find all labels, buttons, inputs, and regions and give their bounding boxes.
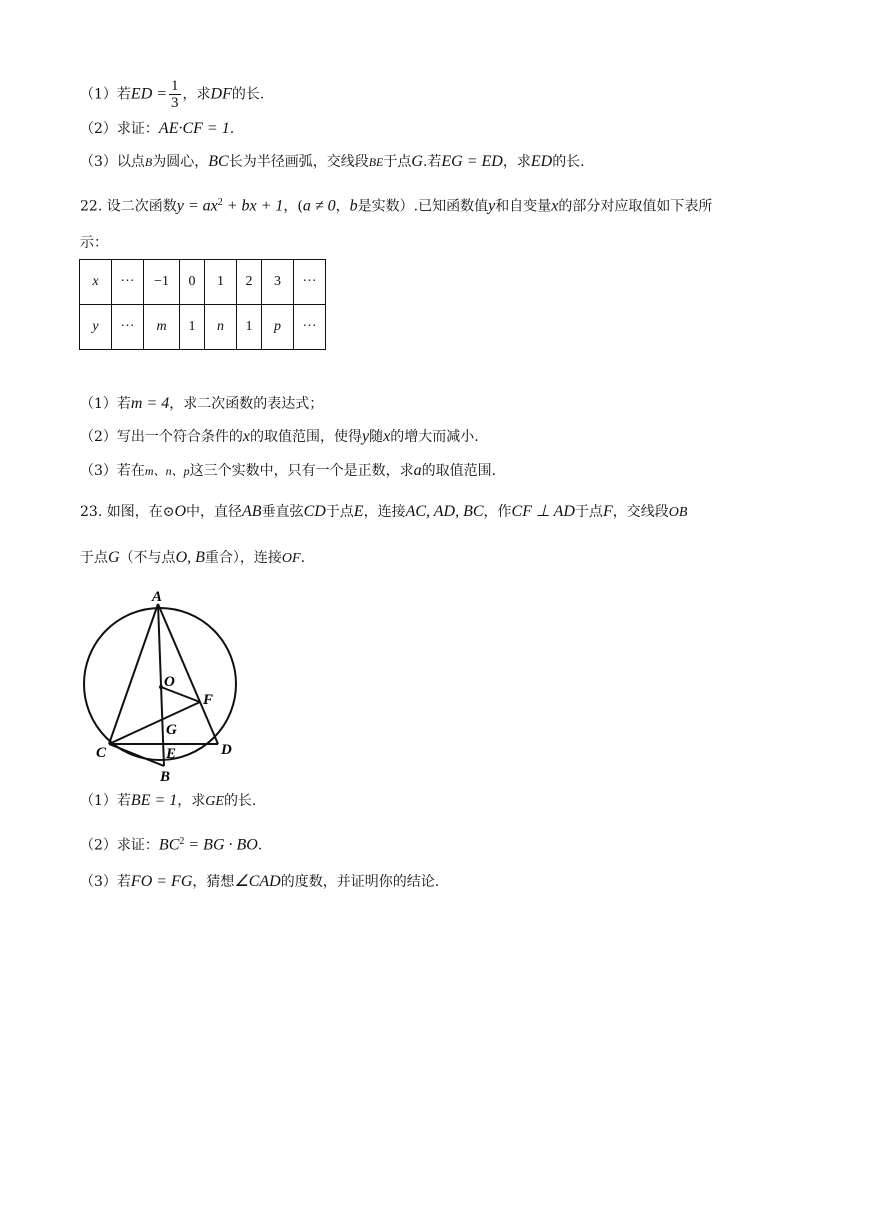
equation: AE·CF = 1 — [158, 120, 230, 137]
text: 于点 — [80, 550, 108, 566]
variable: OB — [668, 505, 688, 520]
equation: EG = ED — [441, 153, 503, 170]
variables: AC, AD, BC — [405, 503, 484, 520]
table-row-x — [80, 260, 326, 305]
text: ，求 — [502, 154, 531, 170]
table-cell: n — [205, 305, 237, 350]
variable: x — [383, 428, 391, 445]
variable: AB — [242, 503, 262, 520]
label-c: C — [96, 745, 107, 761]
variable: b — [349, 197, 358, 215]
equation: CF ⊥ AD — [511, 503, 575, 520]
text: ，作 — [483, 504, 512, 520]
text: 和自变量 — [495, 198, 552, 215]
segment-bc — [109, 744, 164, 766]
text: .若 — [422, 154, 442, 170]
table-row-y — [80, 305, 326, 350]
text: 的长. — [223, 793, 257, 809]
text: 22. 设二次函数 — [80, 198, 177, 215]
text: 的取值范围. — [421, 463, 497, 479]
text: 示： — [80, 235, 108, 251]
variables: m、n、p — [144, 464, 190, 478]
variable: G — [108, 549, 120, 566]
text: ，求 — [177, 793, 206, 809]
label-e: E — [166, 746, 177, 762]
text: ，求 — [182, 86, 211, 103]
equation: = BG · BO — [184, 836, 258, 854]
text: （3）若在 — [80, 463, 145, 479]
text: （2）求证： — [80, 121, 159, 137]
table-cell: p — [262, 305, 294, 350]
table-cell: −1 — [144, 260, 180, 305]
variable: GE — [205, 794, 224, 809]
text: 于点 — [574, 504, 603, 520]
variable: OF — [281, 551, 301, 566]
text: . — [229, 121, 235, 137]
variable: E — [353, 503, 364, 520]
variable: a — [413, 462, 422, 479]
label-d: D — [221, 742, 232, 758]
variable: x — [551, 197, 559, 215]
segment-ac — [109, 604, 158, 744]
variable: x — [242, 428, 251, 445]
table-cell: 0 — [180, 260, 205, 305]
text: ，交线段 — [612, 504, 669, 520]
label-a: A — [152, 589, 163, 605]
text: （1）若 — [80, 793, 131, 809]
equation: BC — [158, 836, 180, 854]
variable: y — [362, 428, 370, 445]
text: 重合），连接 — [204, 550, 282, 566]
table-cell: x — [80, 260, 112, 305]
variable: G — [411, 153, 423, 170]
fraction — [169, 78, 181, 111]
q23-part3 — [80, 872, 439, 892]
text: 长为半径画弧，交线段 — [228, 154, 369, 170]
text: ， — [335, 198, 350, 215]
text: （1）若 — [80, 396, 131, 412]
table-cell: 1 — [237, 305, 262, 350]
text: 这三个实数中，只有一个是正数，求 — [189, 463, 414, 479]
equation: ED = — [130, 85, 168, 103]
q21-part2 — [80, 119, 234, 139]
text: 为圆心， — [152, 154, 209, 170]
text: ，连接 — [363, 504, 406, 520]
q23-part1 — [80, 791, 256, 812]
q21-part1 — [80, 78, 264, 111]
equation: y = ax — [176, 197, 218, 215]
text: 的长. — [231, 86, 265, 103]
table-cell: ··· — [294, 260, 326, 305]
q22-part3 — [80, 461, 496, 481]
table-cell: 3 — [262, 260, 294, 305]
text: （不与点 — [119, 550, 176, 566]
equation: + bx + 1 — [222, 197, 284, 215]
label-g: G — [166, 722, 177, 738]
table-cell: ··· — [112, 305, 144, 350]
q23-part2 — [80, 832, 262, 856]
q23-stem — [80, 502, 687, 523]
table-cell: y — [80, 305, 112, 350]
angle: ∠CAD — [234, 873, 281, 890]
variable: BE — [368, 155, 384, 169]
text: 的长. — [552, 154, 585, 170]
equation: BE = 1 — [130, 792, 178, 809]
variable: F — [602, 503, 613, 520]
text: ，猜想 — [192, 874, 235, 890]
table-cell: 1 — [180, 305, 205, 350]
value-table — [79, 259, 326, 350]
exponent: 2 — [179, 836, 185, 847]
q22-part2 — [80, 427, 479, 447]
text: ，( — [283, 198, 303, 215]
label-o: O — [164, 674, 175, 690]
point-o — [159, 685, 163, 689]
variable: B — [144, 155, 153, 169]
table-cell: 2 — [237, 260, 262, 305]
equation: m = 4 — [130, 395, 170, 412]
text: ，求二次函数的表达式； — [169, 396, 324, 412]
text: 的增大而减小. — [390, 429, 479, 445]
text: （2）求证： — [80, 837, 159, 854]
label-b: B — [160, 769, 171, 785]
text: 中，直径 — [186, 504, 243, 520]
text: （1）若 — [80, 86, 131, 103]
variable: BC — [208, 153, 229, 170]
text: 于点 — [383, 154, 412, 170]
table-cell: m — [144, 305, 180, 350]
q23-stem-cont — [80, 548, 305, 569]
text: 的部分对应取值如下表所 — [558, 198, 713, 215]
text: 垂直弦 — [261, 504, 304, 520]
exponent: 2 — [217, 197, 223, 208]
circle-geometry-figure — [78, 586, 268, 786]
q21-part3 — [80, 152, 585, 172]
text: . — [300, 550, 306, 566]
numerator: 1 — [171, 78, 179, 94]
text: （3）若 — [80, 874, 131, 890]
table-cell: ··· — [112, 260, 144, 305]
equation: a ≠ 0 — [302, 197, 336, 215]
text: 23. 如图，在⊙ — [80, 504, 175, 520]
text: 的取值范围，使得 — [250, 429, 363, 445]
equation: FO = FG — [130, 873, 193, 890]
table-cell: ··· — [294, 305, 326, 350]
text: 于点 — [325, 504, 354, 520]
text: 是实数）.已知函数值 — [357, 198, 489, 215]
text: 的度数，并证明你的结论. — [280, 874, 440, 890]
label-f: F — [203, 692, 214, 708]
denominator: 3 — [171, 95, 179, 111]
variable: ED — [530, 153, 553, 170]
q22-part1 — [80, 394, 323, 414]
variable: O — [174, 503, 187, 520]
text: （2）写出一个符合条件的 — [80, 429, 243, 445]
variable: CD — [303, 503, 326, 520]
variable: y — [488, 197, 496, 215]
table-cell: 1 — [205, 260, 237, 305]
variable: DF — [210, 85, 232, 103]
segment-cf — [109, 702, 200, 744]
q22-stem — [80, 193, 712, 217]
text: 随 — [369, 429, 384, 445]
text: （3）以点 — [80, 154, 145, 170]
variables: O, B — [175, 549, 205, 566]
q22-stem-cont — [80, 233, 108, 253]
text: . — [257, 837, 263, 854]
